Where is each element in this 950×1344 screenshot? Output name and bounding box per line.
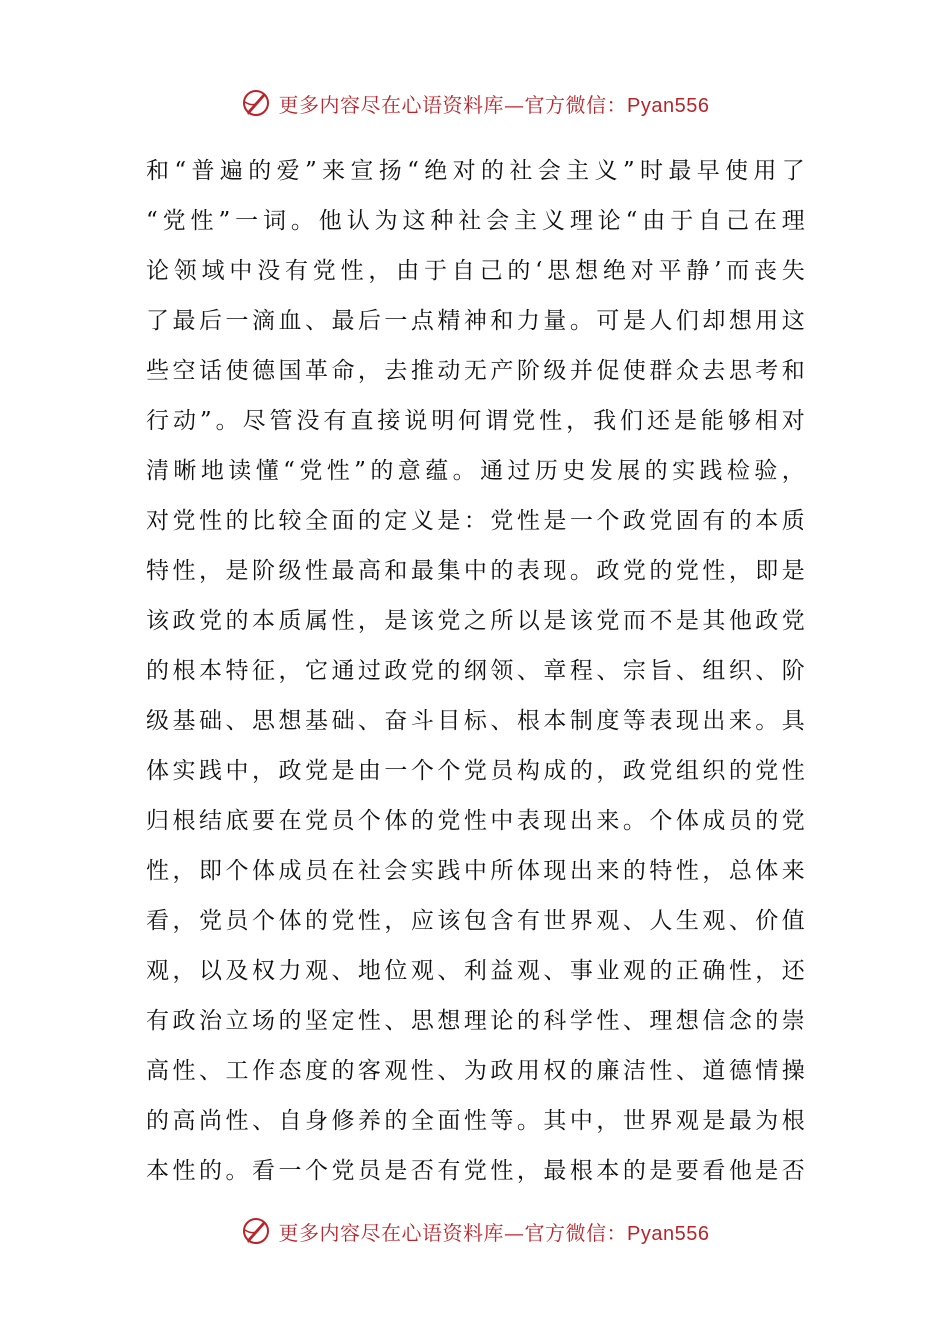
watermark-text <box>279 89 710 118</box>
body-line: 级基础、思想基础、奋斗目标、根本制度等表现出来。具 <box>146 708 806 734</box>
body-line: 性，即个体成员在社会实践中所体现出来的特性，总体来 <box>146 858 806 884</box>
body-line: 的根本特征，它通过政党的纲领、章程、宗旨、组织、阶 <box>146 658 806 684</box>
body-line: 论领域中没有党性，由于自己的‘思想绝对平静’而丧失 <box>146 258 806 284</box>
body-line: 该政党的本质属性，是该党之所以是该党而不是其他政党 <box>146 608 806 634</box>
body-line: 体实践中，政党是由一个个党员构成的，政党组织的党性 <box>146 758 806 784</box>
body-line: 清晰地读懂“党性”的意蕴。通过历史发展的实践检验， <box>146 458 806 484</box>
body-line: 有政治立场的坚定性、思想理论的科学性、理想信念的崇 <box>146 1008 806 1034</box>
watermark-brand: 更多内容尽在心语资料库—官方微信： <box>278 92 628 117</box>
footer-watermark <box>0 1208 950 1254</box>
body-line: 的高尚性、自身修养的全面性等。其中，世界观是最为根 <box>146 1108 806 1134</box>
watermark-handle: Pyan556 <box>627 94 710 117</box>
body-line: 些空话使德国革命，去推动无产阶级并促使群众去思考和 <box>146 358 806 384</box>
body-line: 观，以及权力观、地位观、利益观、事业观的正确性，还 <box>146 958 806 984</box>
quill-seal-icon <box>241 1216 271 1246</box>
body-line: 和“普遍的爱”来宣扬“绝对的社会主义”时最早使用了 <box>146 158 806 184</box>
watermark-brand: 更多内容尽在心语资料库—官方微信： <box>278 1220 628 1245</box>
body-line: “党性”一词。他认为这种社会主义理论“由于自己在理 <box>146 208 806 234</box>
body-line: 高性、工作态度的客观性、为政用权的廉洁性、道德情操 <box>146 1058 806 1084</box>
body-line: 特性，是阶级性最高和最集中的表现。政党的党性，即是 <box>146 558 806 584</box>
watermark-text <box>279 1217 710 1246</box>
body-line: 归根结底要在党员个体的党性中表现出来。个体成员的党 <box>146 808 806 834</box>
document-body <box>146 146 806 1196</box>
body-line: 行动”。尽管没有直接说明何谓党性，我们还是能够相对 <box>146 408 806 434</box>
body-line: 了最后一滴血、最后一点精神和力量。可是人们却想用这 <box>146 308 806 334</box>
header-watermark <box>0 80 950 126</box>
body-line: 本性的。看一个党员是否有党性，最根本的是要看他是否 <box>146 1158 806 1184</box>
quill-seal-icon <box>241 88 271 118</box>
body-line: 看，党员个体的党性，应该包含有世界观、人生观、价值 <box>146 908 806 934</box>
watermark-handle: Pyan556 <box>627 1222 710 1245</box>
body-line: 对党性的比较全面的定义是：党性是一个政党固有的本质 <box>146 508 806 534</box>
